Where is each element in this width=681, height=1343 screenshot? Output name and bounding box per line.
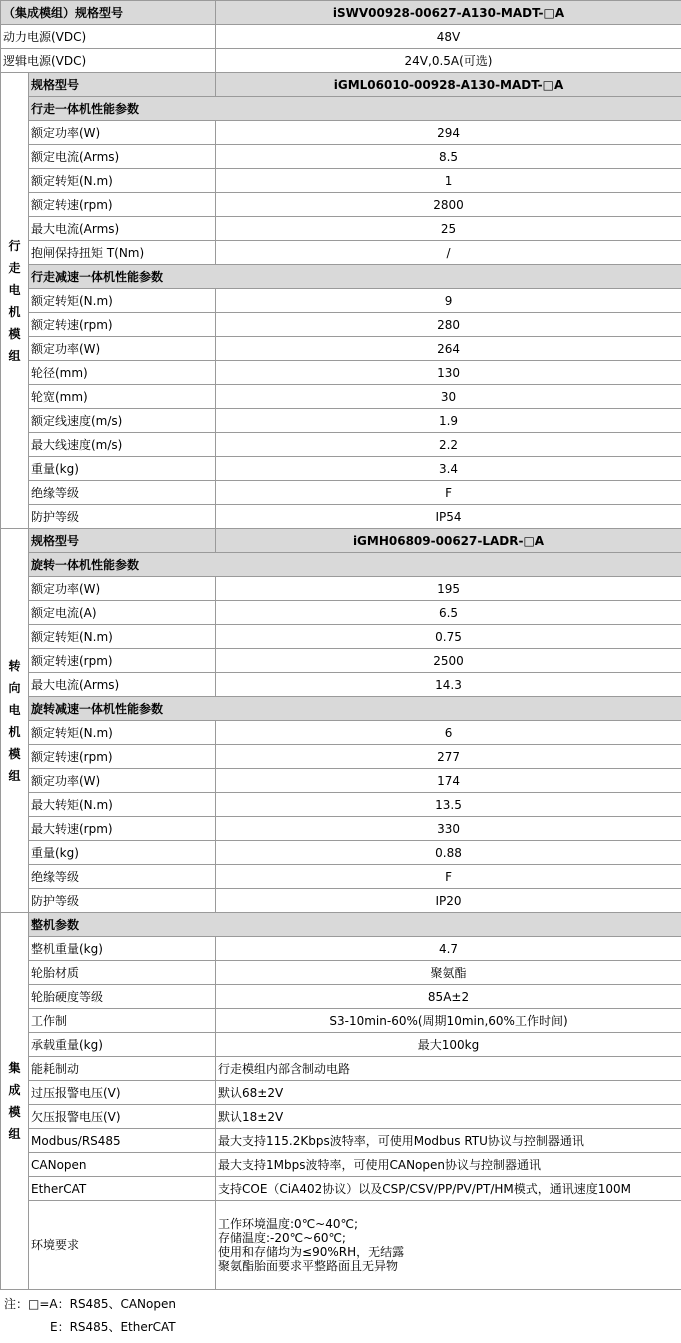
- power-row: [1, 49, 681, 73]
- param-row: [1, 1105, 681, 1129]
- param-row: [1, 385, 681, 409]
- param-label: CANopen: [29, 1153, 216, 1177]
- param-label: 额定功率(W): [29, 121, 216, 145]
- param-row: [1, 745, 681, 769]
- param-label: 额定转矩(N.m): [29, 721, 216, 745]
- param-label: 重量(kg): [29, 457, 216, 481]
- param-label: 工作制: [29, 1009, 216, 1033]
- param-row: [1, 241, 681, 265]
- param-label: 额定转矩(N.m): [29, 625, 216, 649]
- param-label: 轮胎硬度等级: [29, 985, 216, 1009]
- param-value: 130: [216, 361, 681, 385]
- param-row: [1, 145, 681, 169]
- param-value: 8.5: [216, 145, 681, 169]
- param-label: 额定转速(rpm): [29, 193, 216, 217]
- header-row: [1, 1, 681, 25]
- param-value: 2.2: [216, 433, 681, 457]
- param-value: F: [216, 865, 681, 889]
- param-label: 抱闸保持扭矩 T(Nm): [29, 241, 216, 265]
- param-row: [1, 337, 681, 361]
- param-value: 264: [216, 337, 681, 361]
- param-label: 承载重量(kg): [29, 1033, 216, 1057]
- param-row: [1, 793, 681, 817]
- param-value: 294: [216, 121, 681, 145]
- section-title: 行走一体机性能参数: [29, 97, 681, 121]
- param-value: 6: [216, 721, 681, 745]
- param-row: [1, 433, 681, 457]
- section-header-row: [1, 265, 681, 289]
- param-value: 1.9: [216, 409, 681, 433]
- param-value: 4.7: [216, 937, 681, 961]
- param-label: 绝缘等级: [29, 865, 216, 889]
- param-row: [1, 577, 681, 601]
- param-row: [1, 841, 681, 865]
- walk-module-side-label-text: 行走电机模组: [8, 238, 21, 363]
- param-label: 最大电流(Arms): [29, 217, 216, 241]
- walk-module-side-label: [1, 73, 29, 529]
- param-value: 最大100kg: [216, 1033, 681, 1057]
- param-label: 额定电流(Arms): [29, 145, 216, 169]
- param-row: [1, 601, 681, 625]
- model-value: iGMH06809-00627-LADR-□A: [216, 529, 681, 553]
- param-label: 额定转矩(N.m): [29, 169, 216, 193]
- model-value: iGML06010-00928-A130-MADT-□A: [216, 73, 681, 97]
- param-label: 整机重量(kg): [29, 937, 216, 961]
- param-value: 0.88: [216, 841, 681, 865]
- section-title: 整机参数: [29, 913, 681, 937]
- param-label: 额定转速(rpm): [29, 649, 216, 673]
- param-value: S3-10min-60%(周期10min,60%工作时间): [216, 1009, 681, 1033]
- param-row: [1, 217, 681, 241]
- integrated-module-side-label-text: 集成模组: [8, 1061, 21, 1141]
- param-row: [1, 481, 681, 505]
- param-row: [1, 961, 681, 985]
- param-value: 默认18±2V: [216, 1105, 681, 1129]
- env-row: [1, 1201, 681, 1290]
- param-row: [1, 889, 681, 913]
- param-row: [1, 1009, 681, 1033]
- row-label: 逻辑电源(VDC): [1, 49, 216, 73]
- param-row: [1, 625, 681, 649]
- param-value: 30: [216, 385, 681, 409]
- row-label: 动力电源(VDC): [1, 25, 216, 49]
- header-value: iSWV00928-00627-A130-MADT-□A: [216, 1, 681, 25]
- param-value: 14.3: [216, 673, 681, 697]
- integrated-module-side-label: [1, 913, 29, 1290]
- row-value: 24V,0.5A(可选): [216, 49, 681, 73]
- env-label: 环境要求: [29, 1201, 216, 1290]
- param-value: 支持COE（CiA402协议）以及CSP/CSV/PP/PV/PT/HM模式，通讯速度100M: [216, 1177, 681, 1201]
- power-row: [1, 25, 681, 49]
- param-value: /: [216, 241, 681, 265]
- param-value: 9: [216, 289, 681, 313]
- env-line: 存储温度:-20℃~60℃;: [218, 1231, 346, 1245]
- param-row: [1, 721, 681, 745]
- section-title: 旋转一体机性能参数: [29, 553, 681, 577]
- param-row: [1, 1081, 681, 1105]
- steer-module-side-label: [1, 529, 29, 913]
- param-value: IP20: [216, 889, 681, 913]
- param-label: 防护等级: [29, 505, 216, 529]
- row-value: 48V: [216, 25, 681, 49]
- param-row: [1, 817, 681, 841]
- param-row: [1, 505, 681, 529]
- param-value: 280: [216, 313, 681, 337]
- param-row: [1, 313, 681, 337]
- param-label: 额定转速(rpm): [29, 313, 216, 337]
- model-label: 规格型号: [29, 529, 216, 553]
- param-label: 额定线速度(m/s): [29, 409, 216, 433]
- param-row: [1, 769, 681, 793]
- param-row: [1, 985, 681, 1009]
- param-label: 防护等级: [29, 889, 216, 913]
- section-header-row: [1, 97, 681, 121]
- param-value: 330: [216, 817, 681, 841]
- param-label: 最大电流(Arms): [29, 673, 216, 697]
- param-label: 最大转矩(N.m): [29, 793, 216, 817]
- param-row: [1, 121, 681, 145]
- param-value: 最大支持115.2Kbps波特率，可使用Modbus RTU协议与控制器通讯: [216, 1129, 681, 1153]
- param-label: 轮径(mm): [29, 361, 216, 385]
- param-label: 额定功率(W): [29, 769, 216, 793]
- param-label: 能耗制动: [29, 1057, 216, 1081]
- param-label: 额定功率(W): [29, 577, 216, 601]
- param-label: 额定转速(rpm): [29, 745, 216, 769]
- footnote-line-2: E：RS485、EtherCAT: [50, 1320, 176, 1334]
- param-row: [1, 409, 681, 433]
- param-value: 默认68±2V: [216, 1081, 681, 1105]
- param-value: 0.75: [216, 625, 681, 649]
- param-row: [1, 193, 681, 217]
- param-row: [1, 649, 681, 673]
- param-value: 25: [216, 217, 681, 241]
- section-header-row: [1, 913, 681, 937]
- param-row: [1, 1057, 681, 1081]
- param-value: 277: [216, 745, 681, 769]
- param-label: EtherCAT: [29, 1177, 216, 1201]
- param-label: 轮宽(mm): [29, 385, 216, 409]
- param-row: [1, 1129, 681, 1153]
- param-value: 2500: [216, 649, 681, 673]
- param-label: 过压报警电压(V): [29, 1081, 216, 1105]
- env-line: 使用和存储均为≤90%RH，无结露: [218, 1245, 405, 1259]
- param-value: 85A±2: [216, 985, 681, 1009]
- param-value: 2800: [216, 193, 681, 217]
- param-row: [1, 1177, 681, 1201]
- param-value: IP54: [216, 505, 681, 529]
- param-row: [1, 361, 681, 385]
- param-value: 13.5: [216, 793, 681, 817]
- footnote-line-1: 注：□=A：RS485、CANopen: [4, 1297, 176, 1311]
- env-line: 聚氨酯胎面要求平整路面且无异物: [218, 1259, 399, 1273]
- section-header-row: [1, 553, 681, 577]
- model-row: [1, 73, 681, 97]
- param-label: 额定转矩(N.m): [29, 289, 216, 313]
- param-value: 行走模组内部含制动电路: [216, 1057, 681, 1081]
- param-row: [1, 457, 681, 481]
- param-value: 聚氨酯: [216, 961, 681, 985]
- param-value: 1: [216, 169, 681, 193]
- param-row: [1, 1033, 681, 1057]
- param-row: [1, 1153, 681, 1177]
- section-title: 旋转减速一体机性能参数: [29, 697, 681, 721]
- param-label: 欠压报警电压(V): [29, 1105, 216, 1129]
- header-label: （集成模组）规格型号: [1, 1, 216, 25]
- model-label: 规格型号: [29, 73, 216, 97]
- param-value: 174: [216, 769, 681, 793]
- param-row: [1, 937, 681, 961]
- param-label: Modbus/RS485: [29, 1129, 216, 1153]
- section-header-row: [1, 697, 681, 721]
- param-row: [1, 289, 681, 313]
- param-value: F: [216, 481, 681, 505]
- param-label: 额定电流(A): [29, 601, 216, 625]
- param-label: 绝缘等级: [29, 481, 216, 505]
- param-value: 195: [216, 577, 681, 601]
- env-value: [216, 1201, 681, 1290]
- param-value: 最大支持1Mbps波特率，可使用CANopen协议与控制器通讯: [216, 1153, 681, 1177]
- param-label: 最大线速度(m/s): [29, 433, 216, 457]
- param-row: [1, 169, 681, 193]
- param-row: [1, 865, 681, 889]
- spec-table-body: [1, 1, 681, 1290]
- model-row: [1, 529, 681, 553]
- param-row: [1, 673, 681, 697]
- param-label: 额定功率(W): [29, 337, 216, 361]
- section-title: 行走减速一体机性能参数: [29, 265, 681, 289]
- env-line: 工作环境温度:0℃~40℃;: [218, 1217, 359, 1231]
- param-label: 轮胎材质: [29, 961, 216, 985]
- steer-module-side-label-text: 转向电机模组: [8, 658, 21, 783]
- param-value: 3.4: [216, 457, 681, 481]
- param-value: 6.5: [216, 601, 681, 625]
- param-label: 最大转速(rpm): [29, 817, 216, 841]
- param-label: 重量(kg): [29, 841, 216, 865]
